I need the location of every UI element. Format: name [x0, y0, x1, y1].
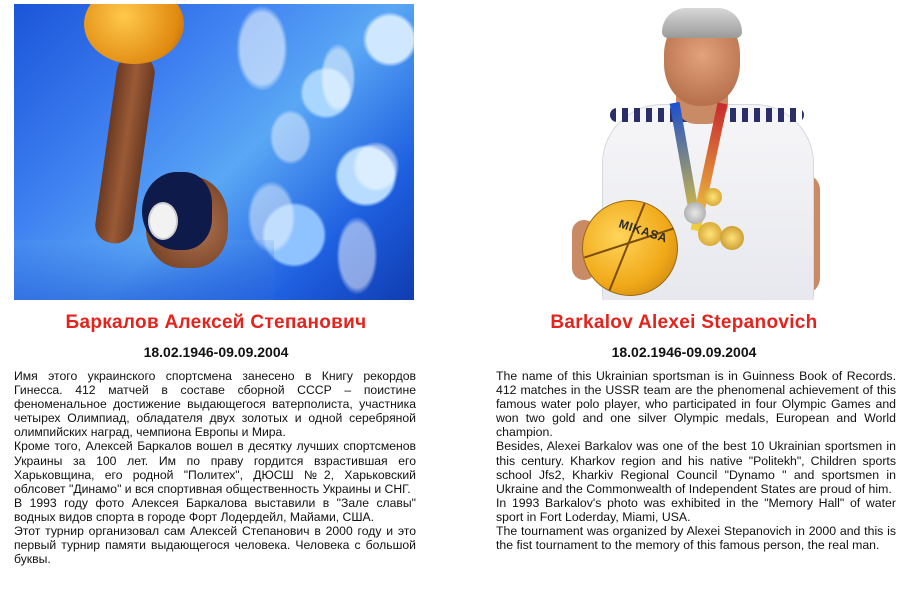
page-title-english: Barkalov Alexei Stepanovich — [550, 312, 818, 333]
biography-paragraph: Имя этого украинского спортсмена занесено в Книгу рекордов Гинесса. 412 матчей в составе сборной СССР – поистине феноменальное достижение выдающегося ватерполиста, участника четырех Олимпиад, обладателя двух золотых и одной серебряной олимпийских наград, чемпиона Европы и Мира. — [14, 369, 416, 440]
gray-hair — [662, 8, 742, 38]
left-page-russian — [0, 0, 432, 602]
biography-paragraph: The name of this Ukrainian sportsman is in Guinness Book of Records. 412 matches in the USSR team are the phenomenal achievement of this famous water polo player, who participated in four Olympic Games and won two gold and one silver Olympic medals, European and World champion. — [496, 369, 896, 440]
pool-water — [14, 240, 274, 300]
biography-paragraph: Этот турнир организовал сам Алексей Степанович в 2000 году и это первый турнир памяти выдающегося человека. Человека с большой буквы. — [14, 524, 416, 567]
cap-ear-guard — [148, 202, 178, 240]
biography-paragraph: In 1993 Barkalov's photo was exhibited in the "Memory Hall" of water sport in Fort Loderday, Miami, USA. — [496, 495, 896, 524]
page-title-russian: Баркалов Алексей Степанович — [65, 312, 367, 333]
right-page-english — [468, 0, 900, 602]
portrait-with-medals-photo — [572, 4, 820, 300]
biography-paragraph: The tournament was organized by Alexei Stepanovich in 2000 and this is the fist tournament to the memory of this famous person, the real man. — [496, 524, 896, 553]
biography-english — [496, 369, 896, 552]
water-polo-ball — [84, 4, 184, 64]
biography-russian — [14, 369, 416, 566]
biography-paragraph: Besides, Alexei Barkalov was one of the best 10 Ukrainian sportsmen in this century. Kharkov region and his native "Politekh", Children sports school Jfs2, Kharkiv Regional Council "Dynamo " and sportsmen in Ukraine and the Commonwealth of Independent States are proud of him. — [496, 439, 896, 496]
ball-brand-label: MIKASA — [617, 216, 670, 246]
biography-paragraph: Кроме того, Алексей Баркалов вошел в десятку лучших спортсменов Украины за 100 лет. Им по праву гордится взрастившая его Харьковщина, его родной "Политех", ДЮСШ №2, Харьковский облсовет "Динамо" и вся спортивная общественность Украины и СНГ. — [14, 439, 416, 496]
water-polo-ball — [582, 200, 678, 296]
gold-medal-icon — [698, 222, 722, 246]
gold-medal-icon — [720, 226, 744, 250]
water-polo-player-photo — [14, 4, 414, 300]
life-dates-english: 18.02.1946-09.09.2004 — [611, 344, 757, 360]
gold-medal-icon — [704, 188, 722, 206]
life-dates-russian: 18.02.1946-09.09.2004 — [143, 344, 289, 360]
silver-medal-icon — [684, 202, 706, 224]
biography-paragraph: В 1993 году фото Алексея Баркалова выставили в "Зале славы" водных видов спорта в городе Форт Лодердейл, Майами, США. — [14, 495, 416, 524]
